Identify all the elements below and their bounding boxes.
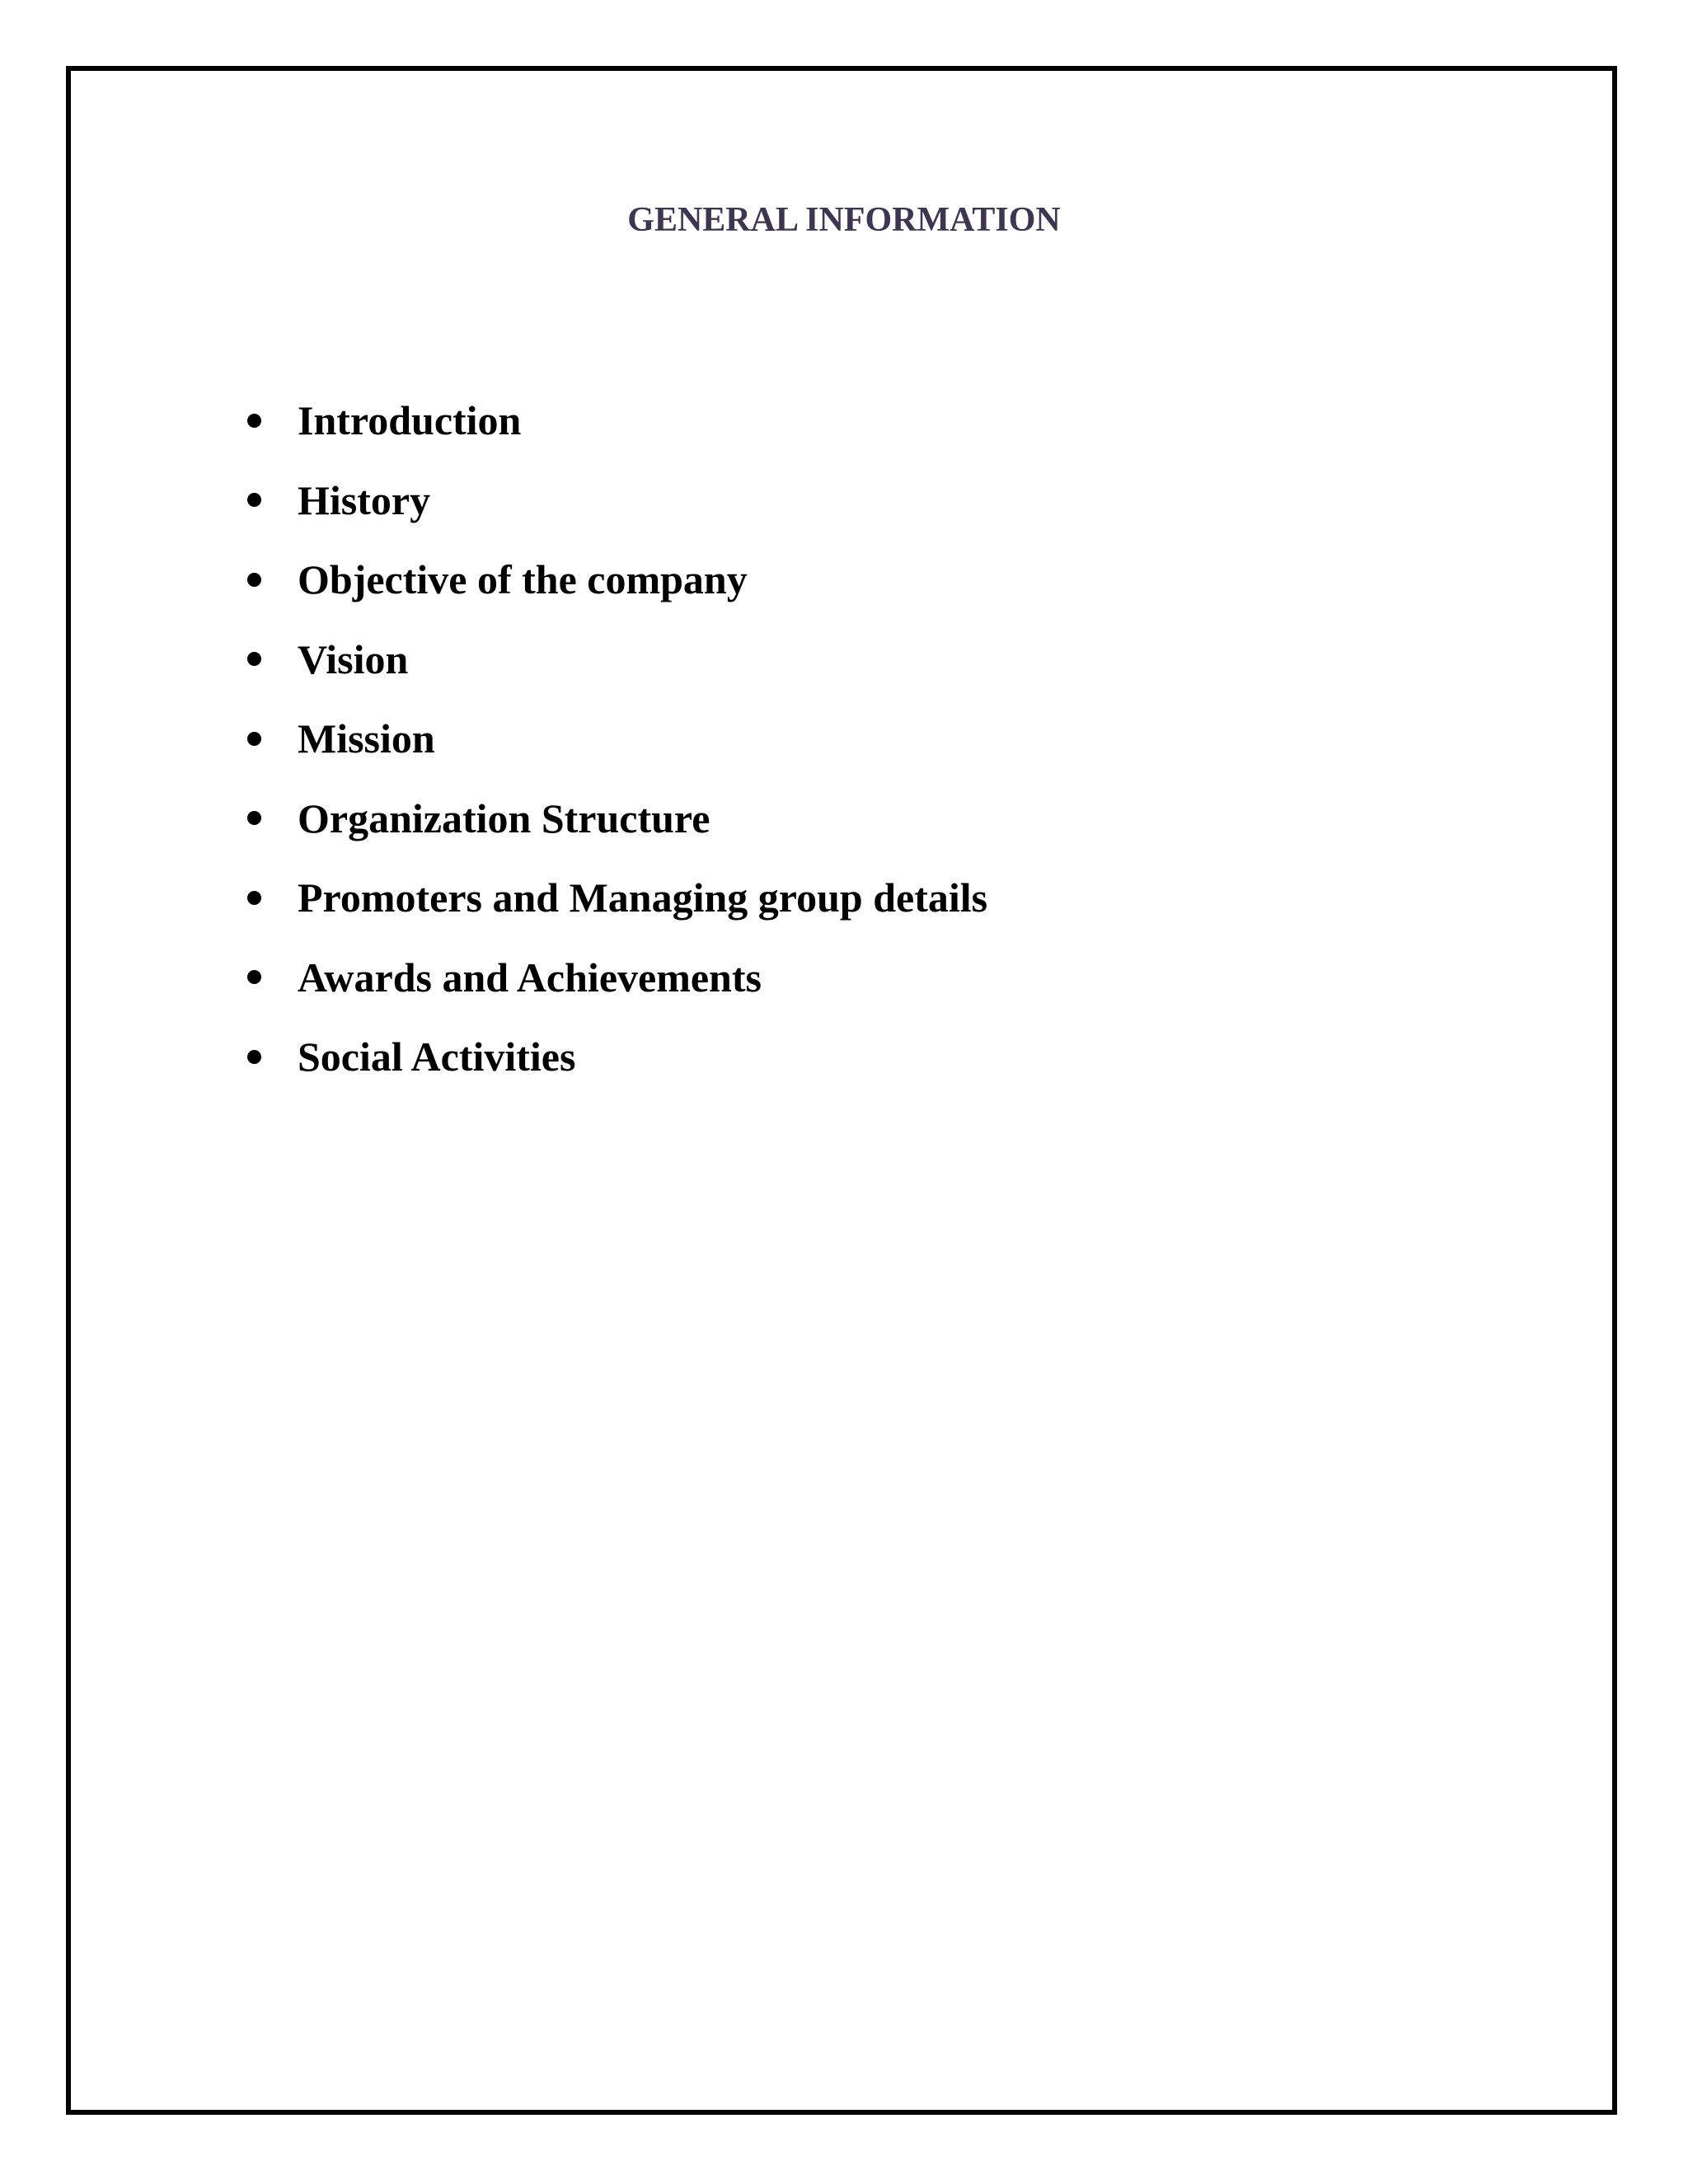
bullet-icon — [247, 414, 261, 428]
list-item — [247, 381, 987, 461]
bullet-icon — [247, 811, 261, 825]
bullet-icon — [247, 493, 261, 507]
list-item-label: Awards and Achievements — [298, 954, 762, 1001]
bullet-icon — [247, 652, 261, 666]
bullet-icon — [247, 1050, 261, 1064]
bullet-icon — [247, 573, 261, 587]
list-item — [247, 1017, 987, 1097]
list-item — [247, 461, 987, 541]
bullet-icon — [247, 970, 261, 984]
list-item — [247, 699, 987, 779]
list-item-label: Social Activities — [298, 1033, 576, 1080]
list-item — [247, 540, 987, 620]
topic-list — [247, 381, 987, 1097]
bullet-icon — [247, 891, 261, 905]
list-item — [247, 779, 987, 859]
list-item — [247, 938, 987, 1018]
list-item-label: History — [298, 476, 431, 523]
list-item-label: Objective of the company — [298, 556, 748, 603]
page-title: GENERAL INFORMATION — [627, 201, 1061, 239]
list-item-label: Vision — [298, 635, 409, 682]
list-item-label: Introduction — [298, 397, 522, 444]
list-item-label: Organization Structure — [298, 794, 710, 841]
bullet-icon — [247, 732, 261, 746]
list-item — [247, 620, 987, 700]
list-item — [247, 858, 987, 938]
list-item-label: Mission — [298, 715, 435, 762]
list-item-label: Promoters and Managing group details — [298, 874, 988, 921]
